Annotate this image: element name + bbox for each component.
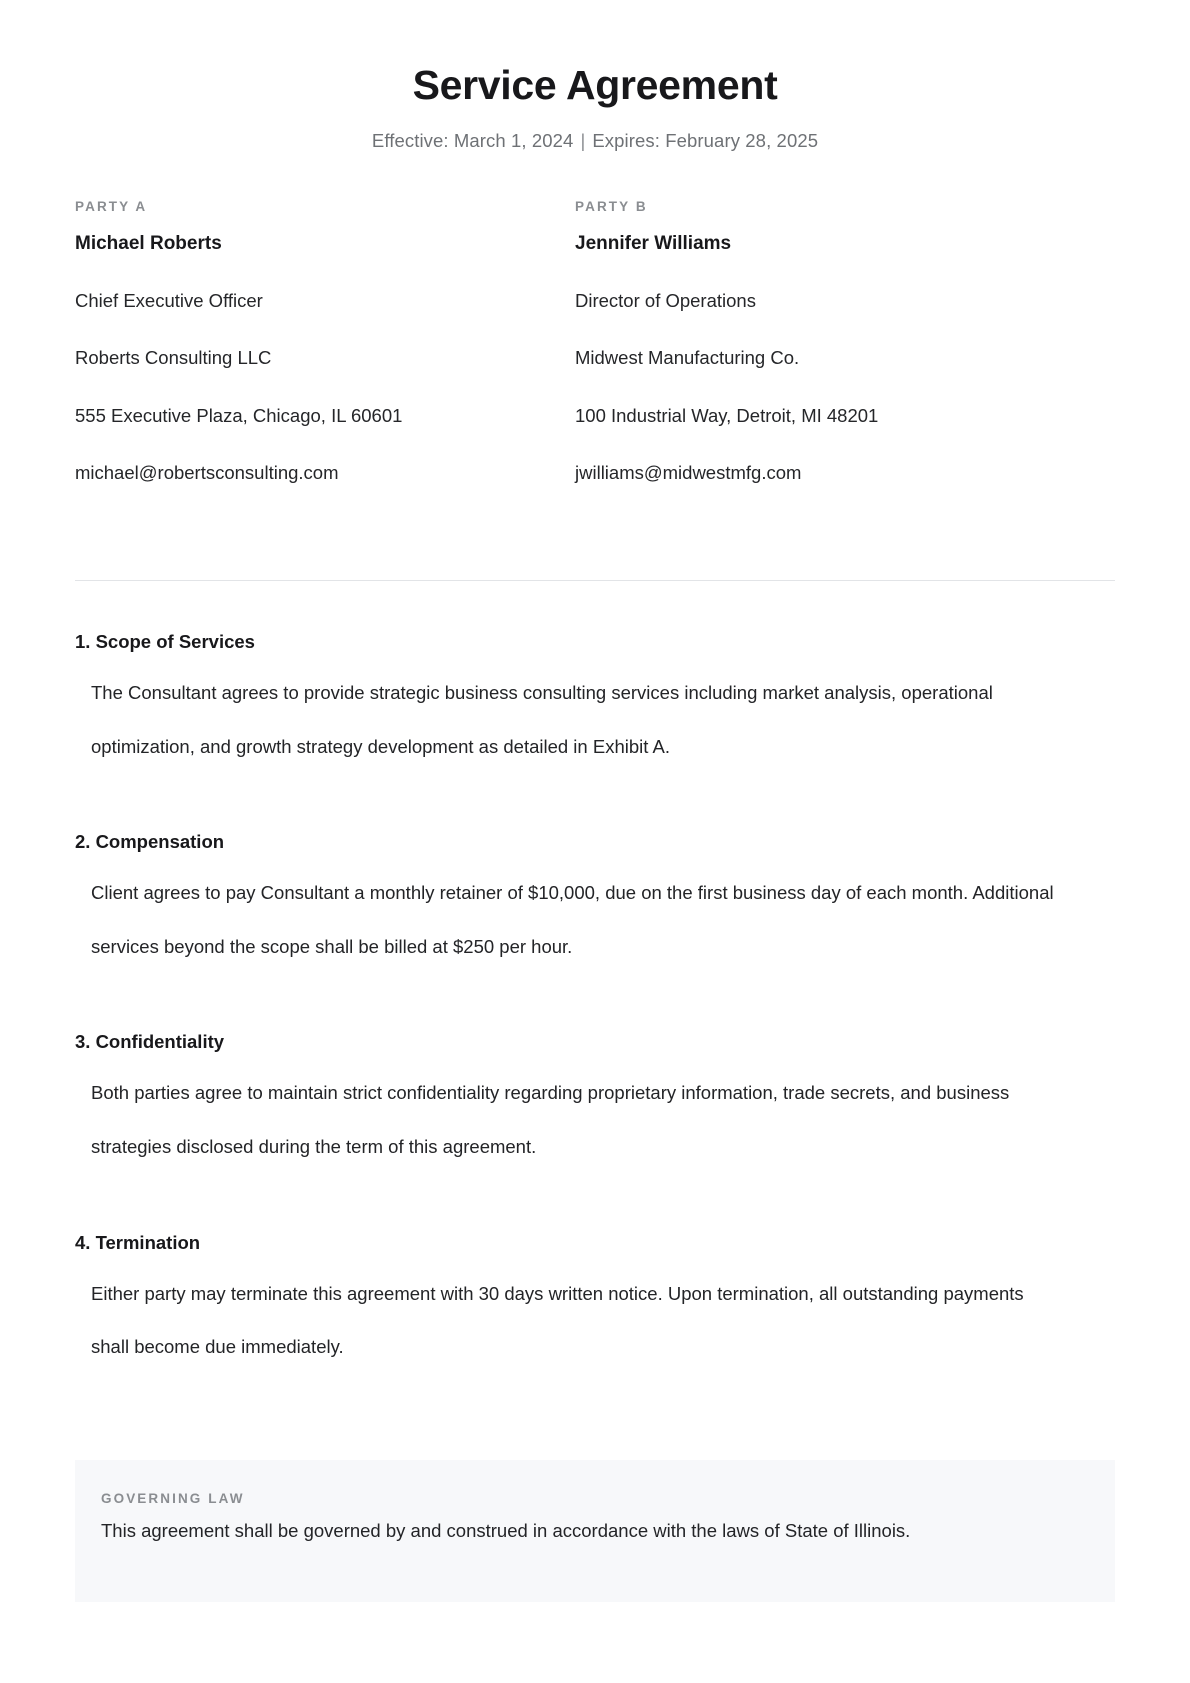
party-b-name: Jennifer Williams <box>575 233 732 255</box>
parties-section <box>75 199 1115 484</box>
expiration-date: Expires: February 28, 2025 <box>592 130 819 152</box>
clauses-section <box>75 631 1115 1374</box>
clause-body: The Consultant agrees to provide strategic business consulting services including market analysis, operational optimization, and growth strategy development as detailed in Exhibit A. <box>91 681 993 757</box>
date-separator: | <box>580 130 586 152</box>
clause-termination <box>75 1232 1115 1374</box>
document-header <box>75 0 1115 152</box>
party-a-company: Roberts Consulting LLC <box>75 347 272 369</box>
page-title: Service Agreement <box>412 62 778 108</box>
governing-law-body: This agreement shall be governed by and construed in accordance with the laws of State of Illinois. <box>101 1520 911 1542</box>
clause-scope-of-services <box>75 631 1115 773</box>
party-b-address: 100 Industrial Way, Detroit, MI 48201 <box>575 404 879 426</box>
party-b-block <box>575 199 1075 484</box>
governing-law-panel <box>75 1460 1115 1602</box>
clause-body: Client agrees to pay Consultant a monthly retainer of $10,000, due on the first business day of each month. Additional services beyond the scope shall be billed at $250 per hour. <box>91 882 1054 957</box>
party-a-label: PARTY A <box>75 199 148 215</box>
party-a-role: Chief Executive Officer <box>75 290 263 312</box>
party-b-company: Midwest Manufacturing Co. <box>575 347 800 369</box>
clause-body: Both parties agree to maintain strict confidentiality regarding proprietary information, trade secrets, and business strategies disclosed during the term of this agreement. <box>91 1082 1010 1158</box>
clause-compensation <box>75 831 1115 973</box>
effective-date: Effective: March 1, 2024 <box>371 130 574 152</box>
clause-title: 4. Termination <box>75 1231 201 1253</box>
party-a-email: michael@robertsconsulting.com <box>75 461 339 483</box>
party-a-block <box>75 199 575 484</box>
section-divider <box>75 580 1115 581</box>
governing-law-label: GOVERNING LAW <box>101 1491 245 1507</box>
party-b-role: Director of Operations <box>575 290 756 312</box>
clause-title: 3. Confidentiality <box>75 1031 225 1053</box>
clause-title: 1. Scope of Services <box>75 630 255 652</box>
party-a-address: 555 Executive Plaza, Chicago, IL 60601 <box>75 404 403 426</box>
party-b-label: PARTY B <box>575 199 648 215</box>
document-dates <box>75 130 1115 152</box>
clause-confidentiality <box>75 1031 1115 1173</box>
party-a-name: Michael Roberts <box>75 233 222 255</box>
party-b-email: jwilliams@midwestmfg.com <box>575 461 802 483</box>
clause-title: 2. Compensation <box>75 831 225 853</box>
clause-body: Either party may terminate this agreement with 30 days written notice. Upon termination, all outstanding payments shall become due immediately. <box>91 1282 1024 1358</box>
